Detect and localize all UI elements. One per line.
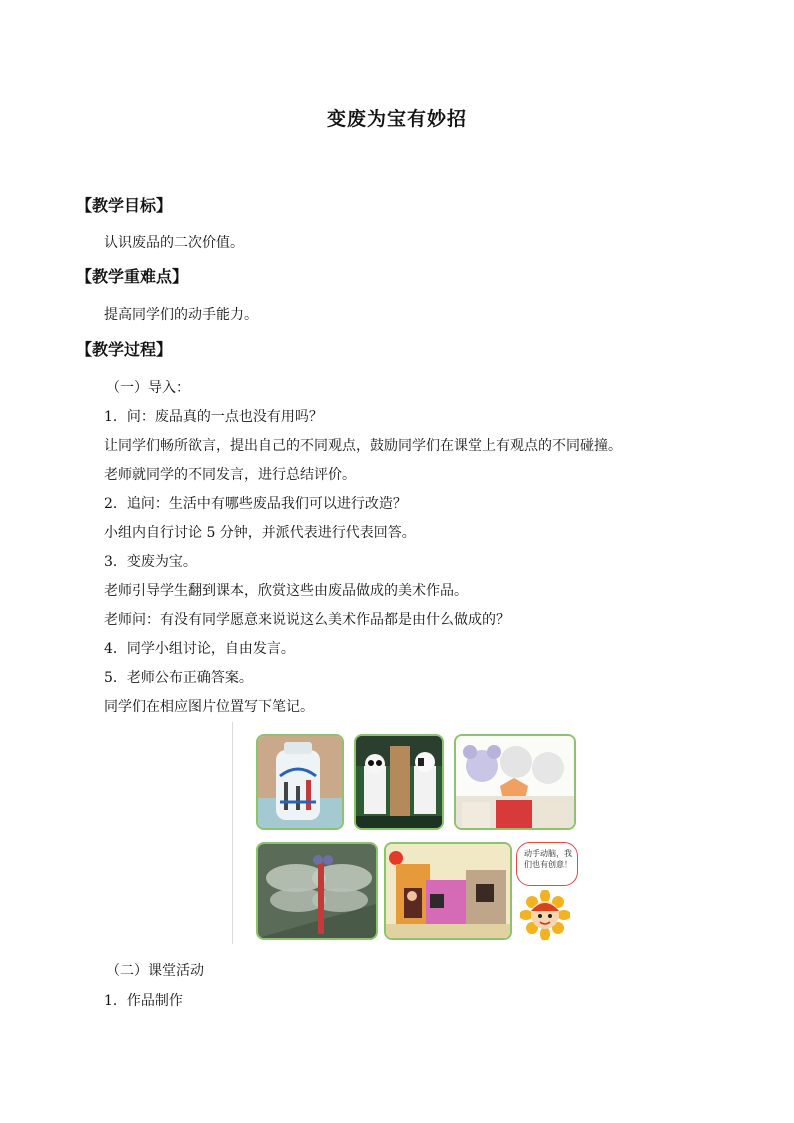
heading-key-points: 【教学重难点】	[76, 267, 189, 286]
process-line: 同学们在相应图片位置写下笔记。	[104, 699, 314, 715]
page-title: 变废为宝有妙招	[326, 108, 467, 130]
speech-bubble-text: 动手动脑，我们也有创意！	[524, 849, 572, 869]
paper-animals-photo	[354, 734, 444, 830]
process-line: （二）课堂活动	[106, 963, 204, 979]
process-line: 4．同学小组讨论，自由发言。	[104, 641, 295, 657]
process-line: 5．老师公布正确答案。	[104, 670, 253, 686]
speech-bubble	[516, 842, 578, 886]
dragonfly-photo	[256, 842, 378, 940]
heading-process: 【教学过程】	[76, 340, 173, 359]
process-line: （一）导入：	[106, 380, 190, 396]
animal-masks-photo	[454, 734, 576, 830]
sunflower-mascot-icon	[520, 890, 570, 940]
heading-objective: 【教学目标】	[76, 196, 173, 215]
process-line: 让同学们畅所欲言，提出自己的不同观点，鼓励同学们在课堂上有观点的不同碰撞。	[104, 438, 622, 454]
process-line: 老师引导学生翻到课本，欣赏这些由废品做成的美术作品。	[104, 583, 468, 599]
painted-bottle-photo	[256, 734, 344, 830]
objective-text: 认识废品的二次价值。	[104, 235, 244, 251]
cardboard-house-photo	[384, 842, 512, 940]
process-line: 老师问：有没有同学愿意来说说这么美术作品都是由什么做成的？	[104, 612, 510, 628]
process-line: 小组内自行讨论 5 分钟，并派代表进行代表回答。	[104, 525, 416, 541]
process-line: 2．追问：生活中有哪些废品我们可以进行改造？	[104, 496, 407, 512]
process-line: 3．变废为宝。	[104, 554, 197, 570]
process-line: 1．问：废品真的一点也没有用吗？	[104, 409, 323, 425]
image-edge	[232, 722, 233, 944]
recycled-art-illustration	[232, 722, 592, 944]
process-line: 老师就同学的不同发言，进行总结评价。	[104, 467, 356, 483]
process-line: 1．作品制作	[104, 993, 183, 1009]
key-points-text: 提高同学们的动手能力。	[104, 307, 258, 323]
